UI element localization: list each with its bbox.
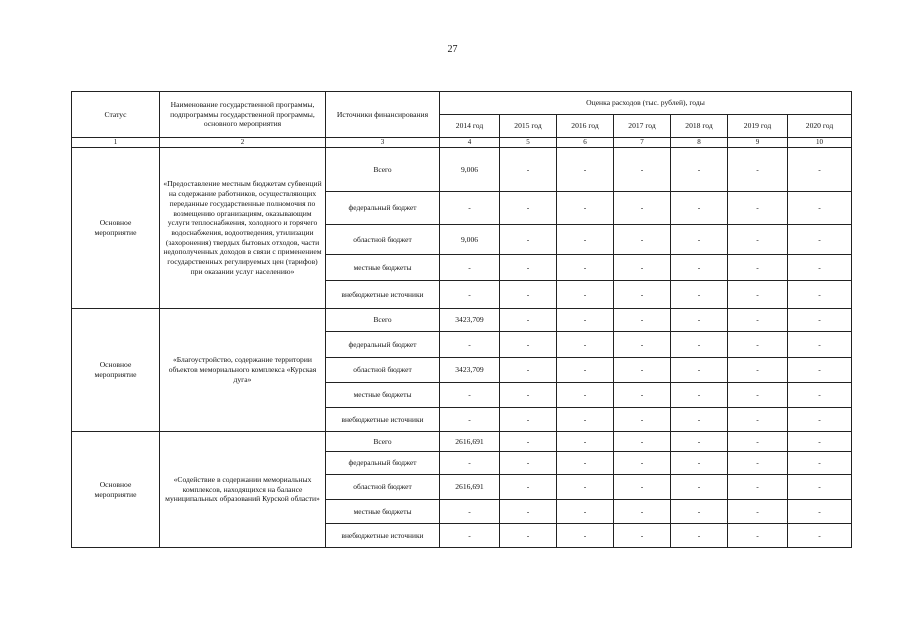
value-cell: - bbox=[728, 524, 788, 548]
value-cell: - bbox=[557, 281, 614, 309]
value-cell: - bbox=[728, 255, 788, 281]
value-cell: - bbox=[557, 524, 614, 548]
value-cell: - bbox=[671, 432, 728, 452]
column-number: 10 bbox=[788, 138, 852, 148]
value-cell: - bbox=[614, 332, 671, 358]
value-cell: - bbox=[671, 281, 728, 309]
value-cell: - bbox=[557, 383, 614, 408]
value-cell: - bbox=[788, 358, 852, 383]
funding-source-cell: местные бюджеты bbox=[326, 500, 440, 524]
activity-name-cell: «Содействие в содержании мемориальных комплексов, находящихся на балансе муниципальных образований Курской области» bbox=[160, 432, 326, 548]
value-cell: - bbox=[671, 452, 728, 475]
column-number: 8 bbox=[671, 138, 728, 148]
value-cell: 9,006 bbox=[440, 148, 500, 192]
value-cell: - bbox=[440, 452, 500, 475]
value-cell: - bbox=[500, 432, 557, 452]
value-cell: - bbox=[728, 432, 788, 452]
value-cell: - bbox=[557, 225, 614, 255]
header-year: 2015 год bbox=[500, 115, 557, 138]
value-cell: - bbox=[500, 255, 557, 281]
value-cell: - bbox=[557, 255, 614, 281]
value-cell: - bbox=[440, 192, 500, 225]
funding-source-cell: областной бюджет bbox=[326, 475, 440, 500]
value-cell: - bbox=[788, 452, 852, 475]
value-cell: - bbox=[788, 255, 852, 281]
funding-source-cell: внебюджетные источники bbox=[326, 524, 440, 548]
value-cell: - bbox=[500, 332, 557, 358]
funding-source-cell: Всего bbox=[326, 309, 440, 332]
header-status: Статус bbox=[72, 92, 160, 138]
status-cell: Основное мероприятие bbox=[72, 148, 160, 309]
value-cell: - bbox=[440, 408, 500, 432]
value-cell: - bbox=[728, 281, 788, 309]
value-cell: - bbox=[557, 192, 614, 225]
value-cell: - bbox=[728, 309, 788, 332]
funding-source-cell: областной бюджет bbox=[326, 358, 440, 383]
value-cell: - bbox=[728, 225, 788, 255]
value-cell: - bbox=[614, 475, 671, 500]
value-cell: - bbox=[671, 383, 728, 408]
value-cell: - bbox=[671, 332, 728, 358]
value-cell: - bbox=[557, 358, 614, 383]
value-cell: 9,006 bbox=[440, 225, 500, 255]
value-cell: - bbox=[671, 475, 728, 500]
status-cell: Основное мероприятие bbox=[72, 432, 160, 548]
value-cell: - bbox=[440, 255, 500, 281]
value-cell: - bbox=[728, 148, 788, 192]
value-cell: - bbox=[788, 475, 852, 500]
value-cell: - bbox=[500, 225, 557, 255]
value-cell: - bbox=[614, 225, 671, 255]
value-cell: - bbox=[671, 148, 728, 192]
funding-source-cell: федеральный бюджет bbox=[326, 452, 440, 475]
value-cell: - bbox=[500, 281, 557, 309]
page-number: 27 bbox=[447, 44, 458, 55]
value-cell: - bbox=[557, 432, 614, 452]
value-cell: - bbox=[440, 281, 500, 309]
header-sources: Источники финансирования bbox=[326, 92, 440, 138]
value-cell: - bbox=[728, 332, 788, 358]
value-cell: - bbox=[557, 148, 614, 192]
header-year: 2014 год bbox=[440, 115, 500, 138]
value-cell: - bbox=[788, 192, 852, 225]
value-cell: 3423,709 bbox=[440, 309, 500, 332]
value-cell: - bbox=[557, 500, 614, 524]
value-cell: - bbox=[671, 408, 728, 432]
value-cell: - bbox=[614, 452, 671, 475]
value-cell: - bbox=[728, 475, 788, 500]
header-year: 2018 год bbox=[671, 115, 728, 138]
value-cell: 3423,709 bbox=[440, 358, 500, 383]
value-cell: - bbox=[614, 408, 671, 432]
value-cell: - bbox=[788, 225, 852, 255]
table-row bbox=[72, 432, 852, 452]
value-cell: - bbox=[500, 192, 557, 225]
value-cell: - bbox=[557, 332, 614, 358]
value-cell: - bbox=[671, 255, 728, 281]
value-cell: - bbox=[500, 309, 557, 332]
table-row bbox=[72, 148, 852, 192]
header-year: 2017 год bbox=[614, 115, 671, 138]
value-cell: - bbox=[440, 383, 500, 408]
funding-source-cell: Всего bbox=[326, 148, 440, 192]
value-cell: - bbox=[557, 452, 614, 475]
status-cell: Основное мероприятие bbox=[72, 309, 160, 432]
header-year: 2020 год bbox=[788, 115, 852, 138]
value-cell: - bbox=[788, 524, 852, 548]
header-year: 2016 год bbox=[557, 115, 614, 138]
funding-source-cell: федеральный бюджет bbox=[326, 192, 440, 225]
activity-name-cell: «Предоставление местным бюджетам субвенций на содержание работников, осуществляющих переданные государственные полномочия по возмещению организациям, оказывающим услуги теплоснабжения, холодного и горячего водоснабжения, водоотведения, утилизации (захоронения) твердых бытовых отходов, части недополученных доходов в связи с применением государственных регулируемых цен (тарифов) при оказании услуг населению» bbox=[160, 148, 326, 309]
value-cell: - bbox=[788, 408, 852, 432]
value-cell: - bbox=[500, 524, 557, 548]
column-number: 3 bbox=[326, 138, 440, 148]
value-cell: - bbox=[788, 500, 852, 524]
column-number: 1 bbox=[72, 138, 160, 148]
column-number: 7 bbox=[614, 138, 671, 148]
value-cell: - bbox=[728, 452, 788, 475]
value-cell: - bbox=[671, 225, 728, 255]
header-name: Наименование государственной программы, подпрограммы государственной программы, основного мероприятия bbox=[160, 92, 326, 138]
value-cell: - bbox=[614, 500, 671, 524]
value-cell: - bbox=[500, 148, 557, 192]
value-cell: - bbox=[440, 332, 500, 358]
value-cell: - bbox=[500, 475, 557, 500]
value-cell: - bbox=[614, 255, 671, 281]
value-cell: - bbox=[614, 358, 671, 383]
value-cell: - bbox=[614, 524, 671, 548]
header-year: 2019 год bbox=[728, 115, 788, 138]
value-cell: - bbox=[728, 500, 788, 524]
value-cell: - bbox=[614, 148, 671, 192]
funding-source-cell: областной бюджет bbox=[326, 225, 440, 255]
value-cell: - bbox=[500, 452, 557, 475]
value-cell: - bbox=[788, 309, 852, 332]
funding-source-cell: федеральный бюджет bbox=[326, 332, 440, 358]
value-cell: - bbox=[500, 383, 557, 408]
value-cell: - bbox=[500, 358, 557, 383]
value-cell: - bbox=[440, 500, 500, 524]
value-cell: - bbox=[788, 432, 852, 452]
value-cell: 2616,691 bbox=[440, 432, 500, 452]
value-cell: - bbox=[671, 309, 728, 332]
value-cell: - bbox=[788, 383, 852, 408]
value-cell: - bbox=[671, 192, 728, 225]
value-cell: - bbox=[500, 408, 557, 432]
funding-source-cell: внебюджетные источники bbox=[326, 281, 440, 309]
column-number: 6 bbox=[557, 138, 614, 148]
value-cell: - bbox=[788, 281, 852, 309]
budget-table bbox=[71, 91, 852, 548]
value-cell: - bbox=[500, 500, 557, 524]
funding-source-cell: внебюджетные источники bbox=[326, 408, 440, 432]
value-cell: - bbox=[614, 383, 671, 408]
value-cell: - bbox=[788, 332, 852, 358]
value-cell: - bbox=[671, 358, 728, 383]
value-cell: - bbox=[440, 524, 500, 548]
value-cell: - bbox=[728, 192, 788, 225]
column-number: 4 bbox=[440, 138, 500, 148]
activity-name-cell: «Благоустройство, содержание территории объектов мемориального комплекса «Курская дуга» bbox=[160, 309, 326, 432]
value-cell: - bbox=[557, 309, 614, 332]
value-cell: - bbox=[728, 408, 788, 432]
value-cell: - bbox=[671, 500, 728, 524]
funding-source-cell: местные бюджеты bbox=[326, 383, 440, 408]
value-cell: - bbox=[557, 475, 614, 500]
value-cell: 2616,691 bbox=[440, 475, 500, 500]
funding-source-cell: местные бюджеты bbox=[326, 255, 440, 281]
table-row bbox=[72, 309, 852, 332]
value-cell: - bbox=[557, 408, 614, 432]
value-cell: - bbox=[614, 309, 671, 332]
header-costs: Оценка расходов (тыс. рублей), годы bbox=[440, 92, 852, 115]
value-cell: - bbox=[614, 432, 671, 452]
column-number: 2 bbox=[160, 138, 326, 148]
value-cell: - bbox=[728, 383, 788, 408]
value-cell: - bbox=[614, 281, 671, 309]
value-cell: - bbox=[728, 358, 788, 383]
value-cell: - bbox=[788, 148, 852, 192]
value-cell: - bbox=[614, 192, 671, 225]
value-cell: - bbox=[671, 524, 728, 548]
column-number: 9 bbox=[728, 138, 788, 148]
column-number: 5 bbox=[500, 138, 557, 148]
funding-source-cell: Всего bbox=[326, 432, 440, 452]
